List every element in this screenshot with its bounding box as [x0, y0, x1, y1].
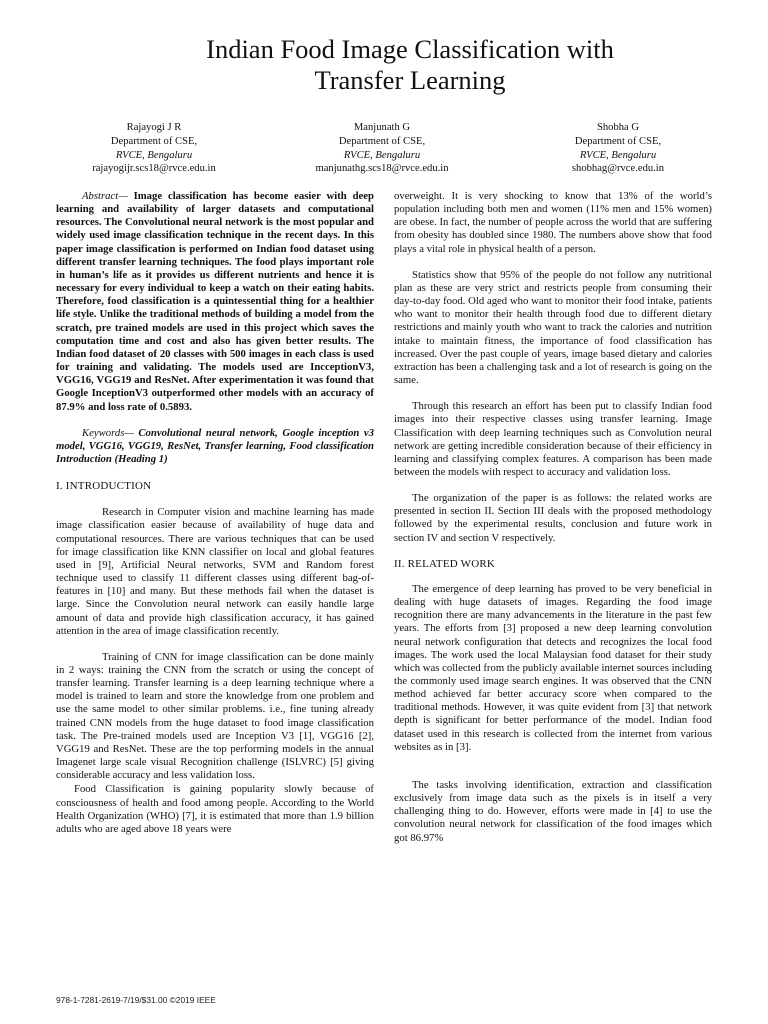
intro-paragraph: Food Classification is gaining popularity slowly because of consciousness of health and food among people. According to the World Health Organization (WHO) [7], it is estimated that more than 1.9 billion adults who are aged above 18 years were — [56, 783, 374, 835]
copyright-footer: 978-1-7281-2619-7/19/$31.00 ©2019 IEEE — [56, 995, 216, 1005]
intro-paragraph: Through this research an effort has been put to classify Indian food images into their respective classes using transfer learning. Image Classification with deep learning techniques such as Convolution neural network are getting incredible consideration because of their efficiency in learning and classifying complex features. A comparison has been made between the models with respect to accuracy and validation loss. — [394, 400, 712, 478]
author-department: Department of CSE, — [110, 135, 198, 147]
author-email: manjunathg.scs18@rvce.edu.in — [315, 163, 449, 175]
keywords-lead: Keywords— — [82, 426, 139, 439]
intro-paragraph: Training of CNN for image classification can be done mainly in 2 ways: training the CNN from the scratch or using the concept of transfer learning. Transfer learning is a deep learning technique where a model is trained to learn and store the knowledge from one problem and use the same model to other similar problems. i.e., fine tuning already trained CNN models from the huge dataset to food image classification task. The Pre-trained models used are Inception V3 [1], VGG16 [2], VGG19 and ResNet. These are the top performing models in the annual Imagenet large scale visual Recognition challenge (ISLVRC) [5] giving considerable accuracy and less validation loss. — [56, 650, 374, 782]
keywords — [56, 427, 374, 466]
author-affiliation: RVCE, Bengaluru — [115, 149, 193, 161]
author-email: shobhag@rvce.edu.in — [571, 163, 665, 175]
author-email: rajayogijr.scs18@rvce.edu.in — [92, 163, 216, 175]
abstract — [56, 190, 374, 414]
intro-paragraph: overweight. It is very shocking to know that 13% of the world’s population including both men and women (11% men and 15% women) are obese. In fact, the number of people across the world that are suffering from obesity has doubled since 1980. The numbers above show that food plays a vital role in physical health of a person. — [394, 190, 712, 255]
author-name: Manjunath G — [353, 122, 411, 133]
title-line-2: Transfer Learning — [314, 65, 506, 95]
related-paragraph: The tasks involving identification, extraction and classification exclusively from image data such as the pixels is in itself a very challenging thing to do. However, efforts were made in [4] to use the convolution neural network for classification of the food images which got 86.97% — [394, 778, 712, 844]
section-heading-related-work: II. RELATED WORK — [394, 557, 496, 570]
paper-title — [120, 34, 700, 96]
author-block — [44, 121, 264, 176]
abstract-text: Image classification has become easier with deep learning and availability of larger datasets and computational resources. The Convolutional neural network is the most popular and widely used image classification technique in the recent days. In this paper image classification is performed on Indian food dataset using different transfer learning techniques. The food plays important role in human’s life as it provides us different nutrients and hence it is necessary for every individual to keep a watch on their eating habits. Therefore, food classification is a quintessential thing for a healthier life style. Unlike the traditional methods of building a model from the scratch, pre trained models are used in this project which saves the computation time and cost and also has given better results. The Indian food dataset of 20 classes with 500 images in each class is used for training and validating. The models used are IncceptionV3, VGG16, VGG19 and ResNet. After experimentation it was found that Google InceptionV3 outperformed other models with an accuracy of 87.9% and loss rate of 0.5893. — [56, 190, 374, 413]
title-line-1: Indian Food Image Classification with — [206, 34, 614, 64]
left-column — [56, 190, 374, 836]
author-department: Department of CSE, — [338, 135, 426, 147]
author-name: Rajayogi J R — [126, 122, 182, 133]
author-block — [508, 121, 728, 176]
author-affiliation: RVCE, Bengaluru — [579, 149, 657, 161]
author-block — [272, 121, 492, 176]
abstract-lead: Abstract— — [82, 190, 134, 202]
section-heading-introduction: I. INTRODUCTION — [56, 480, 152, 493]
intro-paragraph: The organization of the paper is as follows: the related works are presented in section II. Section III deals with the proposed methodology followed by the experimental results, conclusion and future work in section IV and section V respectively. — [394, 492, 712, 544]
intro-paragraph: Research in Computer vision and machine learning has made image classification easier because of availability of huge data and computational resources. There are various techniques that can be used for image classification like KNN classifier on local and global features used in [9], Artificial Neural networks, SVM and Random forest technique used to classify 11 different classes using different bag-of-features in [10] and many. But these methods fail when the dataset is large. Since the Convolution neural network can easily handle large amount of data and provide high classification accuracy, it has gained attention in the area of image classification recently. — [56, 506, 374, 637]
keywords-text: Convolutional neural network, Google inception v3 model, VGG16, VGG19, ResNet, Transfer learning, Food classification Introduction (Heading 1) — [56, 426, 374, 465]
intro-paragraph: Statistics show that 95% of the people do not follow any nutritional plan as these are very strict and restricts people from consuming their day-to-day food. Old aged who want to monitor their food intake, patients who want to monitor their health through food due to different dietary restrictions and mainly youth who want to track the calories and nutrition intake to maintain fitness, the importance of food classification has increased. Over the past couple of years, image based dietary and calories extraction has been a challenging task and a lot of research is going on the same. — [394, 268, 712, 387]
right-column — [394, 190, 712, 845]
author-department: Department of CSE, — [574, 135, 662, 147]
author-affiliation: RVCE, Bengaluru — [343, 149, 421, 161]
author-name: Shobha G — [596, 122, 640, 133]
related-paragraph: The emergence of deep learning has proved to be very beneficial in dealing with huge datasets of images. Regarding the food image recognition there are many advancements in the literature in the past few years. The efforts from [3] proposed a new deep learning convolution neural network configuration that detects and recognizes the local food images. The work used the local Malaysian food dataset for their study which was collected from the publicly available internet sources including the commonly used image search engines. It was observed that the CNN method achieved far better accuracy score when compared to the traditional methods. However, it was quite evident from [3] that network depth is significant for better performance of the model. Indian food dataset used in this research is collected from the internet from various websites as in [3]. — [394, 582, 712, 753]
